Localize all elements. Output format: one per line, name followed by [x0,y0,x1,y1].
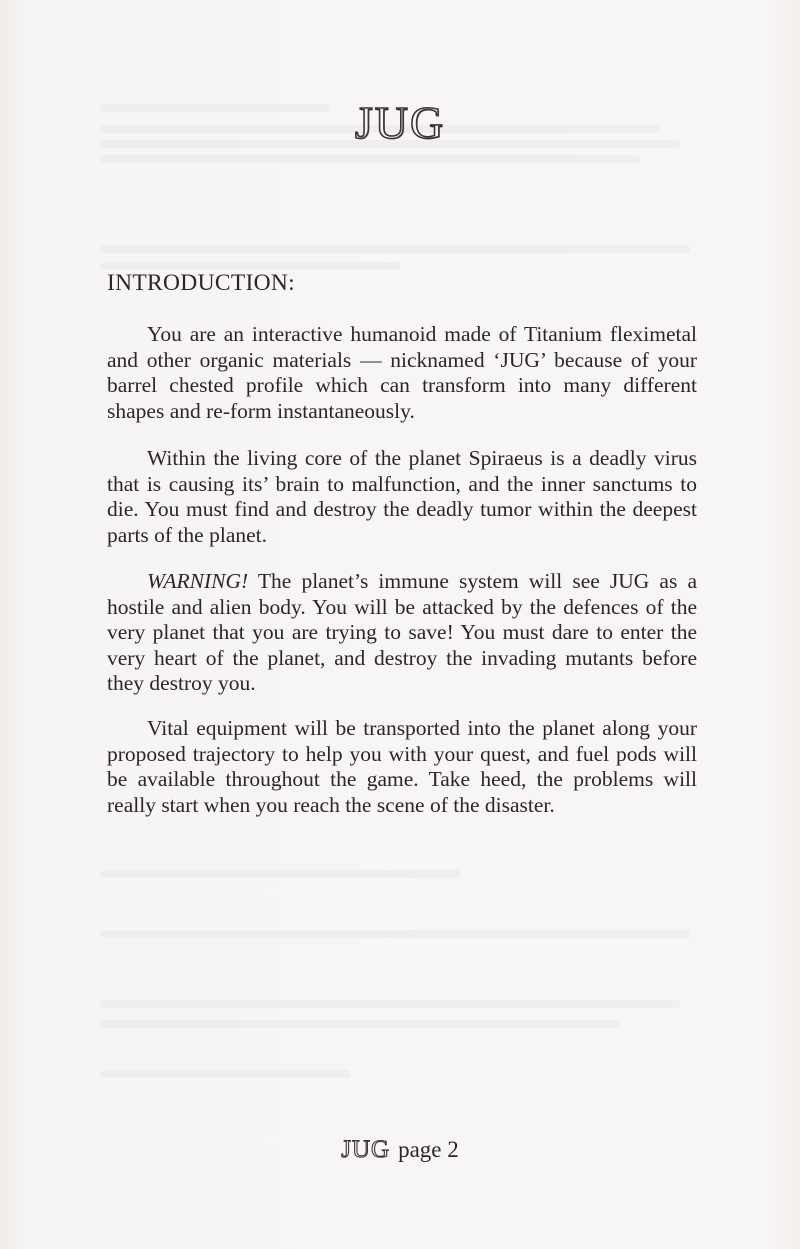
show-through-mark [100,930,690,938]
page-footer [0,1136,800,1164]
paragraph-equipment: Vital equipment will be transported into the planet along your proposed trajectory to help you with your quest, and fuel pods will be available throughout the game. Take heed, the problems will really start when you reach the scene of the disaster. [107,716,697,817]
show-through-mark [100,1070,350,1078]
page-number: page 2 [398,1137,459,1162]
section-heading: INTRODUCTION: [107,270,295,296]
show-through-mark [100,245,690,253]
show-through-mark [100,1000,680,1008]
paragraph-warning [107,569,697,697]
footer-brand: JUG [341,1136,391,1163]
paragraph-virus: Within the living core of the planet Spiraeus is a deadly virus that is causing its’ brain to malfunction, and the inner sanctums to die. You must find and destroy the deadly tumor within the deepest parts of the planet. [107,446,697,547]
warning-text: The planet’s immune system will see JUG as a hostile and alien body. You will be attacked by the defences of the very planet that you are trying to save! You must dare to enter the very heart of the planet, and destroy the invading mutants before they destroy you. [107,569,697,695]
show-through-mark [100,155,640,163]
warning-label: WARNING! [147,569,249,593]
show-through-mark [100,262,400,270]
show-through-mark [100,870,460,878]
show-through-mark [100,1020,620,1028]
paragraph-intro: You are an interactive humanoid made of Titanium fleximetal and other organic materials — nicknamed ‘JUG’ because of your barrel chested profile which can transform into many different shapes and re-form instantaneously. [107,322,697,423]
document-title: JUG [354,97,446,148]
